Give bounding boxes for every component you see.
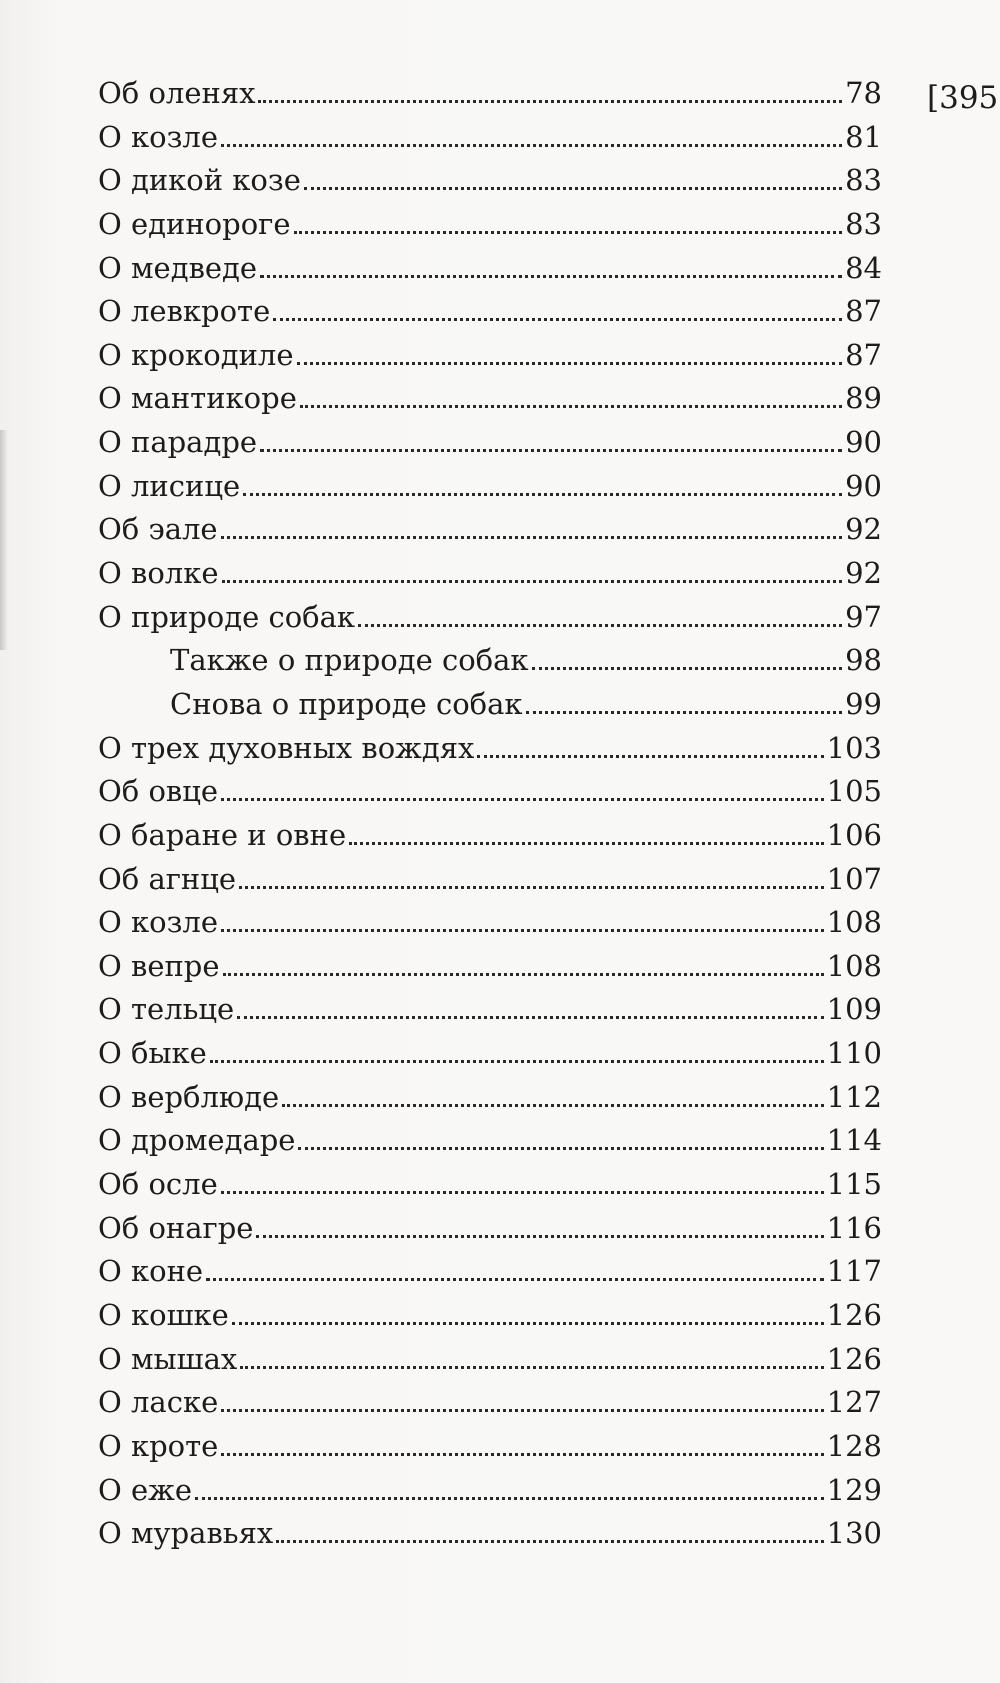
toc-entry-page: 126 bbox=[826, 1341, 882, 1376]
toc-entry bbox=[98, 1425, 882, 1469]
toc-entry bbox=[98, 508, 882, 552]
toc-entry-page: 114 bbox=[826, 1123, 882, 1158]
toc-entry-page: 87 bbox=[845, 337, 882, 372]
toc-entry bbox=[98, 1381, 882, 1425]
toc-entry-page: 108 bbox=[826, 948, 882, 983]
toc-entry-page: 108 bbox=[826, 905, 882, 940]
toc-dot-leader bbox=[239, 886, 824, 889]
toc-entry-title: О парадре bbox=[98, 425, 258, 460]
toc-dot-leader bbox=[221, 1453, 823, 1456]
toc-entry bbox=[98, 639, 882, 683]
toc-entry bbox=[98, 290, 882, 334]
toc-entry bbox=[98, 1250, 882, 1294]
toc-entry-page: 78 bbox=[845, 76, 882, 110]
toc-entry-title: О дикой козе bbox=[98, 163, 301, 198]
toc-entry-page: 129 bbox=[826, 1472, 882, 1507]
toc-entry-page: 92 bbox=[845, 556, 882, 591]
toc-dot-leader bbox=[294, 231, 843, 234]
toc-entry-title: О крокодиле bbox=[98, 337, 294, 372]
toc-entry-page: 112 bbox=[826, 1079, 882, 1114]
table-of-contents bbox=[98, 72, 882, 1556]
toc-entry-title: Об оленях bbox=[98, 76, 256, 110]
toc-entry-title: О мантикоре bbox=[98, 381, 297, 416]
toc-entry-page: 106 bbox=[826, 817, 882, 852]
toc-entry bbox=[98, 377, 882, 421]
toc-entry bbox=[98, 72, 882, 116]
page-marker-bracket: [ bbox=[927, 80, 940, 116]
toc-entry-title: Об осле bbox=[98, 1167, 218, 1202]
toc-entry bbox=[98, 552, 882, 596]
toc-dot-leader bbox=[221, 144, 842, 147]
toc-entry-title: О верблюде bbox=[98, 1079, 280, 1114]
toc-dot-leader bbox=[358, 624, 842, 627]
toc-entry-title: О трех духовных вождях bbox=[98, 730, 475, 765]
page-number-value: 395 bbox=[939, 80, 999, 116]
toc-dot-leader bbox=[526, 711, 843, 714]
toc-entry-title: О ласке bbox=[98, 1385, 219, 1420]
toc-dot-leader bbox=[297, 362, 843, 365]
toc-entry-title: О быке bbox=[98, 1036, 207, 1071]
toc-entry bbox=[98, 858, 882, 902]
toc-entry bbox=[98, 901, 882, 945]
toc-dot-leader bbox=[221, 1191, 824, 1194]
toc-entry-page: 116 bbox=[826, 1210, 882, 1245]
toc-entry bbox=[98, 1512, 882, 1556]
toc-entry-page: 92 bbox=[845, 512, 882, 547]
toc-entry bbox=[98, 203, 882, 247]
toc-entry-title: О кроте bbox=[98, 1428, 219, 1463]
toc-entry-title: О волке bbox=[98, 556, 219, 591]
toc-entry-title: О природе собак bbox=[98, 599, 356, 634]
toc-dot-leader bbox=[273, 318, 842, 321]
toc-dot-leader bbox=[237, 1016, 823, 1019]
toc-entry bbox=[98, 1163, 882, 1207]
toc-entry-title: Об агнце bbox=[98, 861, 237, 896]
toc-entry-page: 90 bbox=[845, 425, 882, 460]
toc-entry-page: 83 bbox=[845, 163, 882, 198]
toc-entry-page: 83 bbox=[845, 206, 882, 241]
toc-entry bbox=[98, 1469, 882, 1513]
toc-entry-page: 130 bbox=[826, 1516, 882, 1551]
toc-dot-leader bbox=[304, 187, 842, 190]
toc-dot-leader bbox=[210, 1060, 824, 1063]
toc-entry bbox=[98, 116, 882, 160]
toc-dot-leader bbox=[206, 1278, 824, 1281]
toc-entry-title: О левкроте bbox=[98, 294, 271, 329]
toc-entry-title: Об онагре bbox=[98, 1210, 254, 1245]
toc-dot-leader bbox=[260, 449, 842, 452]
toc-entry-page: 90 bbox=[845, 468, 882, 503]
toc-entry bbox=[98, 334, 882, 378]
toc-entry-title: О единороге bbox=[98, 206, 291, 241]
toc-entry-page: 126 bbox=[826, 1297, 882, 1332]
toc-entry-title: О медведе bbox=[98, 250, 258, 285]
toc-entry bbox=[98, 1119, 882, 1163]
toc-entry-title: О еже bbox=[98, 1472, 192, 1507]
toc-entry-title: О муравьях bbox=[98, 1516, 274, 1551]
toc-entry bbox=[98, 1294, 882, 1338]
toc-entry-page: 107 bbox=[826, 861, 882, 896]
toc-dot-leader bbox=[221, 929, 824, 932]
toc-entry-title: Снова о природе собак bbox=[170, 686, 523, 721]
toc-entry-page: 98 bbox=[845, 643, 882, 678]
toc-entry-title: Также о природе собак bbox=[170, 643, 529, 678]
toc-entry bbox=[98, 247, 882, 291]
toc-entry bbox=[98, 159, 882, 203]
toc-entry-page: 84 bbox=[845, 250, 882, 285]
toc-entry-title: О баране и овне bbox=[98, 817, 347, 852]
toc-dot-leader bbox=[221, 798, 824, 801]
toc-entry-page: 115 bbox=[826, 1167, 882, 1202]
toc-entry-page: 87 bbox=[845, 294, 882, 329]
toc-dot-leader bbox=[532, 667, 843, 670]
toc-dot-leader bbox=[300, 405, 842, 408]
toc-entry bbox=[98, 727, 882, 771]
toc-entry bbox=[98, 421, 882, 465]
toc-entry-page: 110 bbox=[826, 1036, 882, 1071]
toc-dot-leader bbox=[221, 536, 843, 539]
toc-entry-page: 103 bbox=[826, 730, 882, 765]
toc-entry-page: 128 bbox=[826, 1428, 882, 1463]
toc-dot-leader bbox=[243, 493, 842, 496]
toc-dot-leader bbox=[256, 1235, 823, 1238]
toc-dot-leader bbox=[258, 100, 842, 103]
toc-entry-title: О козле bbox=[98, 905, 218, 940]
toc-entry-title: О вепре bbox=[98, 948, 220, 983]
toc-dot-leader bbox=[260, 275, 842, 278]
toc-entry bbox=[98, 465, 882, 509]
toc-entry-page: 105 bbox=[826, 774, 882, 809]
toc-entry bbox=[98, 945, 882, 989]
toc-entry-page: 97 bbox=[845, 599, 882, 634]
toc-entry-title: О тельце bbox=[98, 992, 235, 1027]
toc-dot-leader bbox=[282, 1104, 823, 1107]
toc-dot-leader bbox=[477, 755, 823, 758]
toc-entry-title: О кошке bbox=[98, 1297, 229, 1332]
toc-entry-title: Об эале bbox=[98, 512, 218, 547]
toc-dot-leader bbox=[349, 842, 824, 845]
toc-entry bbox=[98, 814, 882, 858]
page-edge-shadow bbox=[0, 430, 8, 650]
toc-entry-title: О лисице bbox=[98, 468, 241, 503]
toc-entry bbox=[98, 770, 882, 814]
toc-entry bbox=[98, 1076, 882, 1120]
toc-entry-title: О дромедаре bbox=[98, 1123, 296, 1158]
toc-entry-page: 99 bbox=[845, 686, 882, 721]
toc-entry-page: 127 bbox=[826, 1385, 882, 1420]
page-number bbox=[927, 80, 998, 116]
toc-dot-leader bbox=[222, 580, 843, 583]
toc-entry-page: 109 bbox=[826, 992, 882, 1027]
toc-entry-page: 117 bbox=[826, 1254, 882, 1289]
toc-entry bbox=[98, 988, 882, 1032]
toc-dot-leader bbox=[223, 973, 824, 976]
toc-entry-title: О коне bbox=[98, 1254, 204, 1289]
toc-entry-title: Об овце bbox=[98, 774, 219, 809]
toc-entry-title: О козле bbox=[98, 119, 218, 154]
toc-entry-page: 81 bbox=[845, 119, 882, 154]
toc-entry-page: 89 bbox=[845, 381, 882, 416]
toc-entry bbox=[98, 1338, 882, 1382]
toc-dot-leader bbox=[298, 1147, 823, 1150]
toc-dot-leader bbox=[221, 1409, 823, 1412]
toc-dot-leader bbox=[276, 1540, 823, 1543]
toc-entry bbox=[98, 683, 882, 727]
toc-dot-leader bbox=[232, 1322, 824, 1325]
toc-entry-title: О мышах bbox=[98, 1341, 238, 1376]
toc-dot-leader bbox=[240, 1366, 823, 1369]
toc-entry bbox=[98, 1207, 882, 1251]
toc-entry bbox=[98, 596, 882, 640]
toc-entry bbox=[98, 1032, 882, 1076]
toc-dot-leader bbox=[195, 1497, 824, 1500]
